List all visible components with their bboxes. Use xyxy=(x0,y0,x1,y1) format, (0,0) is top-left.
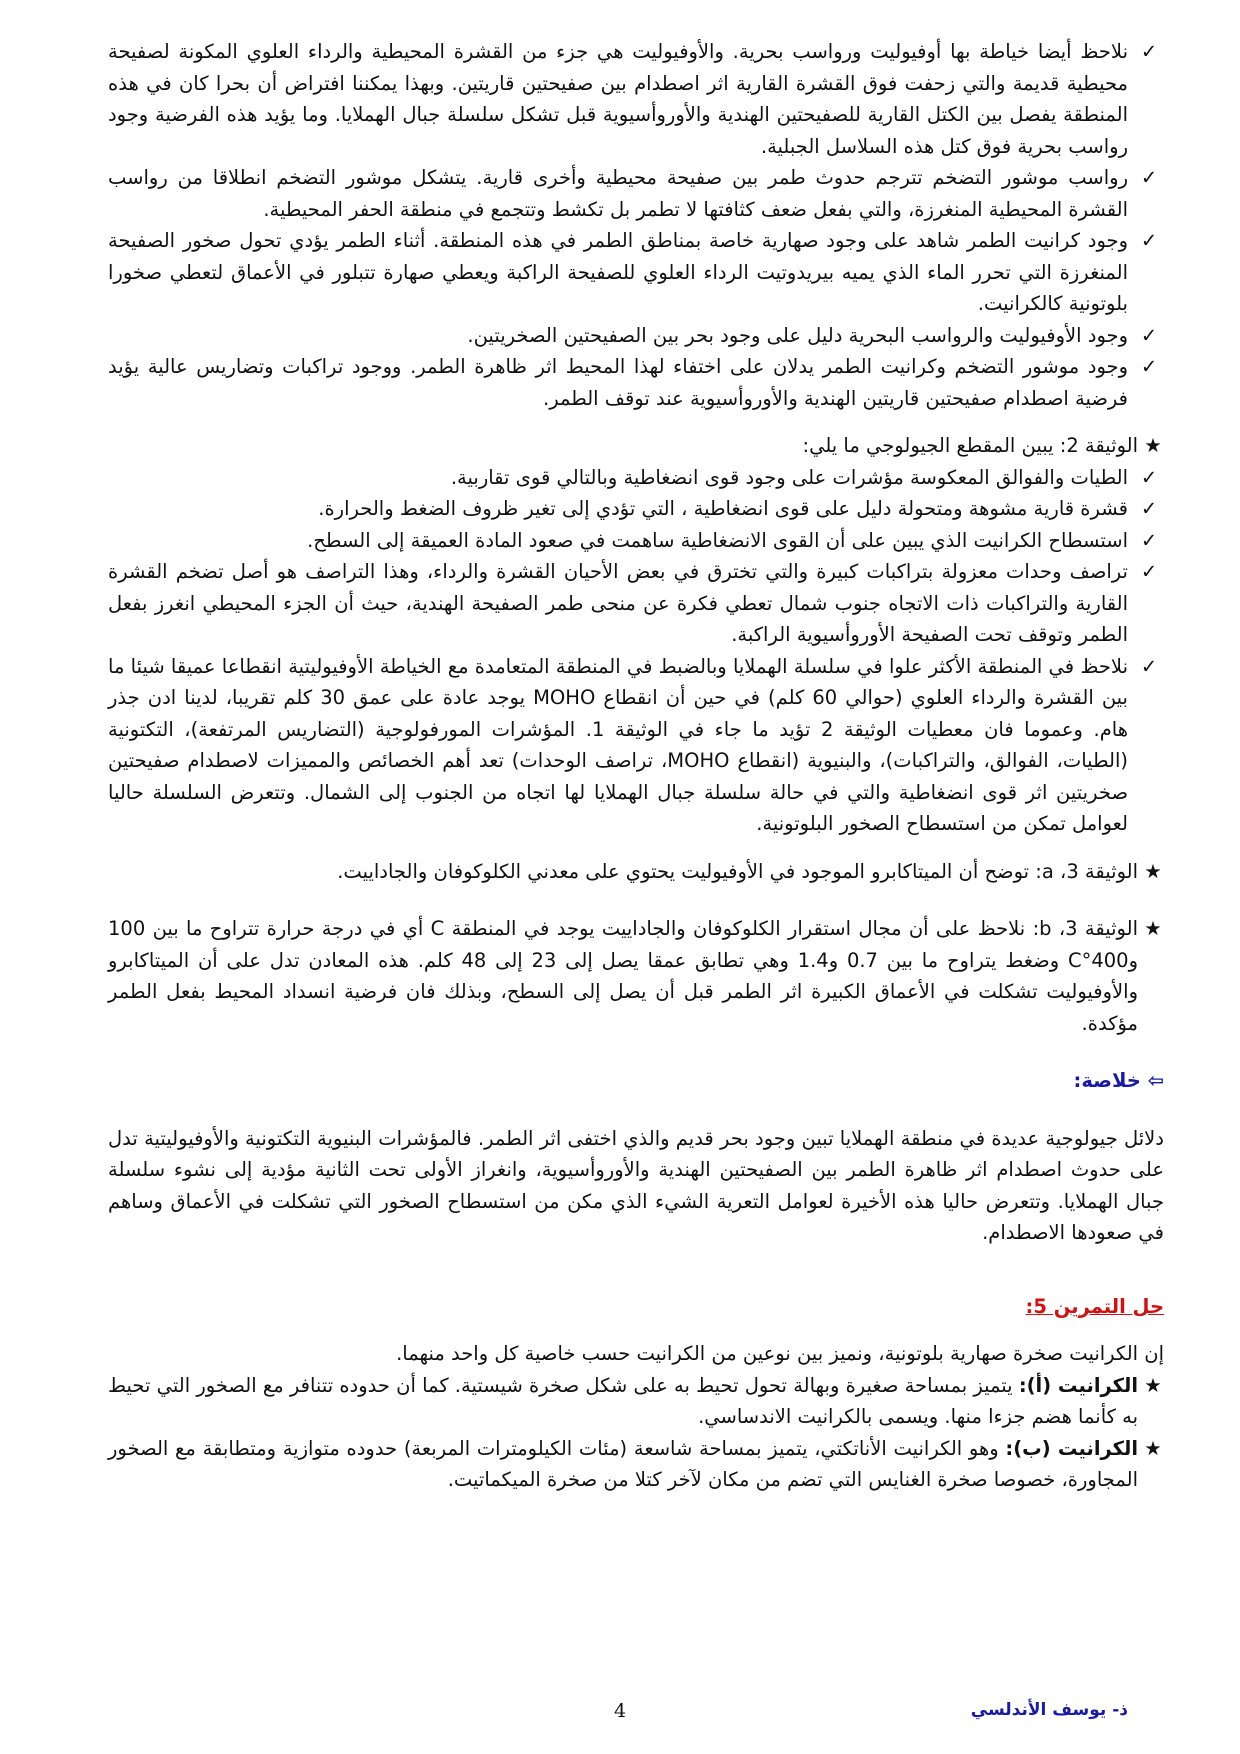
summary-heading: ⇦ خلاصة: xyxy=(1073,1069,1164,1092)
check-icon: ✓ xyxy=(1140,465,1158,489)
document-2-intro: ★ الوثيقة 2: يبين المقطع الجيولوجي ما يلي: xyxy=(108,430,1164,462)
list-item: ✓ رواسب موشور التضخم تترجم حدوث طمر بين صفيحة محيطية وأخرى قارية. يتشكل موشور التضخم انطلاقا من رواسب القشرة المحيطية المنغرزة، والتي بفعل ضعف كثافتها لا تطمر بل تكشط وتتجمع في منطقة الحفر المحيطية. xyxy=(108,162,1164,225)
list-item: ✓ نلاحظ أيضا خياطة بها أوفيوليت ورواسب بحرية. والأوفيوليت هي جزء من القشرة المحيطية والرداء العلوي المكونة لصفيحة محيطية قديمة والتي زحفت فوق القشرة القارية اثر اصطدام بين صفيحتين قاريتين. وبهذا يمكننا افتراض أن بحرا كان في هذه المنطقة يفصل بين الكتل القارية للصفيحتين الهندية والأوروأسيوية قبل تشكل سلسلة جبال الهملايا. وما يؤيد هذه الفرضية وجود رواسب بحرية فوق كتل هذه السلاسل الجبلية. xyxy=(108,36,1164,162)
star-icon: ★ xyxy=(1144,1436,1162,1460)
list-item: ✓ نلاحظ في المنطقة الأكثر علوا في سلسلة الهملايا وبالضبط في المنطقة المتعامدة مع الخياطة الأوفيوليتية انقطاعا عميقا شيئا ما بين القشرة والرداء العلوي (حوالي 60 كلم) في حين أن انقطاع MOHO يوجد عادة على عمق 30 كلم تقريبا، لدينا ادن جذر هام. وعموما فان معطيات الوثيقة 2 تؤيد ما جاء في الوثيقة 1. المؤشرات المورفولوجية (التضاريس المرتفعة)، التكتونية (الطيات، الفوالق، والتراكبات)، والبنيوية (انقطاع MOHO، تراصف الوحدات) تعد أهم الخصائص والمميزات لاصطدام صفيحتين صخريتين اثر قوى انضغاطية والتي في حالة سلسلة جبال الهملايا لها اتجاه من الجنوب إلى الشمال. وتتعرض السلسلة حاليا لعوامل تمكن من استسطاح الصخور البلوتونية. xyxy=(108,651,1164,840)
granite-b: ★ الكرانيت (ب): وهو الكرانيت الأناتكتي، يتميز بمساحة شاسعة (مئات الكيلومترات المربعة) حدوده متوازية ومتطابقة مع الصخور المجاورة، خصوصا صخرة الغنايس التي تضم من مكان لآخر كتلا من صخرة الميكماتيت. xyxy=(108,1433,1164,1496)
exercise-intro: إن الكرانيت صخرة صهارية بلوتونية، ونميز بين نوعين من الكرانيت حسب خاصية كل واحد منهما. xyxy=(396,1342,1164,1365)
list-item: ✓ استسطاح الكرانيت الذي يبين على أن القوى الانضغاطية ساهمت في صعود المادة العميقة إلى السطح. xyxy=(108,525,1164,557)
list-item: ✓ وجود الأوفيوليت والرواسب البحرية دليل على وجود بحر بين الصفيحتين الصخريتين. xyxy=(108,320,1164,352)
document-3a: ★ الوثيقة 3، a: توضح أن الميتاكابرو الموجود في الأوفيوليت يحتوي على معدني الكلوكوفان والجاداييت. xyxy=(108,856,1164,888)
list-item: ✓ وجود كرانيت الطمر شاهد على وجود صهارية خاصة بمناطق الطمر في هذه المنطقة. أثناء الطمر يؤدي تحول صخور الصفيحة المنغرزة التي تحرر الماء الذي يميه بيريدوتيت الرداء العلوي للصفيحة الراكبة ويعطي صهارة تتبلور في الأعماق لتعطي صخورا بلوتونية كالكرانيت. xyxy=(108,225,1164,320)
list-item: ✓ الطيات والفوالق المعكوسة مؤشرات على وجود قوى انضغاطية وبالتالي قوى تقاربية. xyxy=(108,462,1164,494)
check-icon: ✓ xyxy=(1140,229,1158,252)
list-item: ✓ وجود موشور التضخم وكرانيت الطمر يدلان على اختفاء لهذا المحيط اثر ظاهرة الطمر. ووجود تراكبات وتضاريس عالية يؤيد فرضية اصطدام صفيحتين قاريتين الهندية والأوروأسيوية عند توقف الطمر. xyxy=(108,351,1164,414)
document-2-list xyxy=(108,462,1164,840)
star-icon: ★ xyxy=(1144,434,1162,457)
check-icon: ✓ xyxy=(1140,654,1158,678)
list-item: ✓ قشرة قارية مشوهة ومتحولة دليل على قوى انضغاطية ، التي تؤدي إلى تغير ظروف الضغط والحرارة. xyxy=(108,493,1164,525)
exercise-heading: حل التمرين 5: xyxy=(1025,1294,1164,1318)
check-icon: ✓ xyxy=(1140,40,1158,63)
arrow-icon: ⇦ xyxy=(1147,1069,1164,1092)
check-icon: ✓ xyxy=(1140,355,1158,378)
check-icon: ✓ xyxy=(1140,166,1158,189)
star-icon: ★ xyxy=(1144,917,1162,940)
author-name: ذ- يوسف الأندلسي xyxy=(970,1700,1128,1720)
summary-text: دلائل جيولوجية عديدة في منطقة الهملايا تبين وجود بحر قديم والذي اختفى اثر الطمر. فالمؤشرات البنيوية التكتونية والأوفيوليتية تدل على حدوث اصطدام اثر ظاهرة الطمر بين الصفيحتين الهندية والأوروأسيوية، وانغراز الأولى تحت الثانية مؤدية إلى نشوء سلسلة جبال الهملايا. وتتعرض حاليا هذه الأخيرة لعوامل التعرية الشيء الذي مكن من استسطاح الصخور التي تشكلت في الأعماق وساهم في صعودها الاصطدام. xyxy=(108,1126,1164,1244)
page-number: 4 xyxy=(613,1700,627,1722)
document-page xyxy=(108,36,1164,1496)
check-icon: ✓ xyxy=(1140,497,1158,520)
star-icon: ★ xyxy=(1144,1373,1162,1397)
check-icon: ✓ xyxy=(1140,560,1158,583)
document-3b: ★ الوثيقة 3، b: نلاحظ على أن مجال استقرار الكلوكوفان والجاداييت يوجد في المنطقة C أي في درجة حرارة تتراوح ما بين 100 و400°C وضغط يتراوح ما بين 0.7 و1.4 وهي تطابق عمقا يصل إلى 23 إلى 48 كلم. هذه المعادن تدل على أن الميتاكابرو والأوفيوليت تشكلت في الأعماق الكبيرة اثر الطمر قبل أن يصل إلى السطح، وبذلك فان فرضية انسداد المحيط بفعل الطمر مؤكدة. xyxy=(108,913,1164,1039)
star-icon: ★ xyxy=(1144,859,1162,883)
list-item: ✓ تراصف وحدات معزولة بتراكبات كبيرة والتي تخترق في بعض الأحيان القشرة والرداء، وهذا التراصف هو أصل تضخم القشرة القارية والتراكبات ذات الاتجاه جنوب شمال تعطي فكرة عن منحى طمر الصفيحة الهندية، حيث أن الجزء المحيطي انغرز بفعل الطمر وتوقف تحت الصفيحة الأوروأسيوية الراكبة. xyxy=(108,556,1164,651)
check-icon: ✓ xyxy=(1140,528,1158,552)
check-icon: ✓ xyxy=(1140,323,1158,347)
granite-a: ★ الكرانيت (أ): يتميز بمساحة صغيرة وبهالة تحول تحيط به على شكل صخرة شيستية. كما أن حدوده تتنافر مع الصخور التي تحيط به كأنما هضم جزءا منها. ويسمى بالكرانيت الاندساسي. xyxy=(108,1370,1164,1433)
observations-list xyxy=(108,36,1164,414)
page-footer xyxy=(0,1700,1240,1740)
